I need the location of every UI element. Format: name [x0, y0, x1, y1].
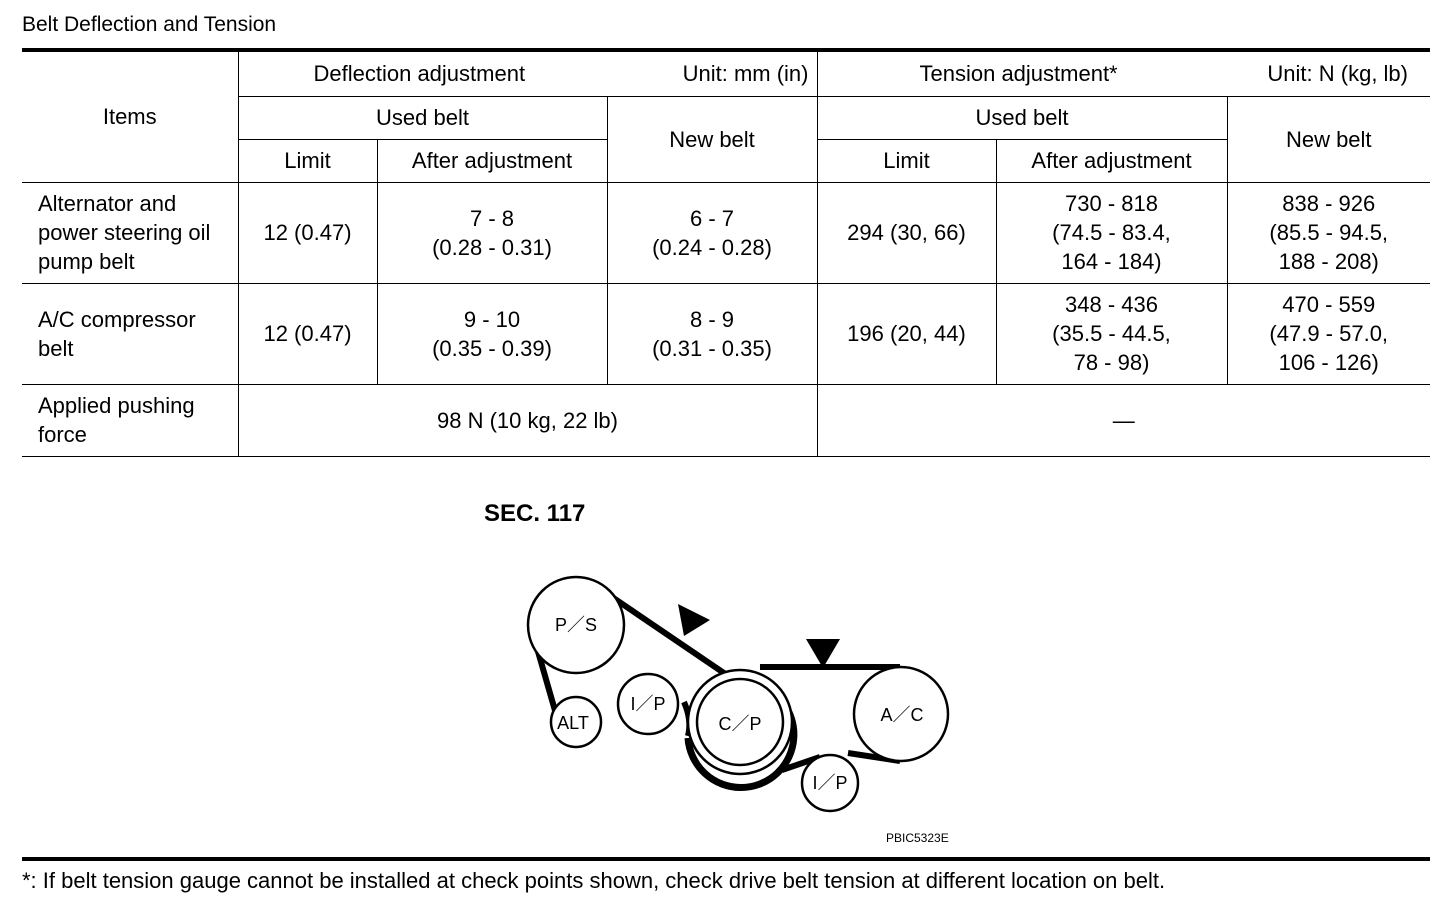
- ip-lower-label: I／P: [812, 773, 848, 793]
- table-row: [22, 384, 1430, 456]
- deflection-header: Deflection adjustment: [313, 61, 526, 87]
- deflection-used-belt-header: Used belt: [238, 96, 607, 139]
- tension-used-belt-header: Used belt: [817, 96, 1227, 139]
- footer-divider: [22, 857, 1430, 861]
- deflection-after-header: After adjustment: [377, 139, 607, 182]
- deflection-after: 7 - 8 (0.28 - 0.31): [377, 182, 607, 283]
- table-row: [22, 182, 1430, 283]
- footnote: *: If belt tension gauge cannot be installed at check points shown, check drive belt tension at different location on belt.: [22, 868, 1166, 893]
- tension-new: 838 - 926 (85.5 - 94.5, 188 - 208): [1227, 182, 1430, 283]
- tension-header-cell: [817, 50, 1430, 96]
- deflection-limit-header: Limit: [238, 139, 377, 182]
- row-item: A/C compressor belt: [22, 283, 238, 384]
- table-row: [22, 283, 1430, 384]
- belt-spec-table: [22, 48, 1430, 457]
- force-label: Applied pushing force: [22, 384, 238, 456]
- tension-header: Tension adjustment*: [919, 61, 1118, 87]
- ac-label: A／C: [880, 705, 924, 725]
- check-point-marker: [806, 639, 840, 668]
- ps-label: P／S: [554, 615, 598, 635]
- check-point-marker: [678, 604, 710, 636]
- tension-unit: Unit: N (kg, lb): [1267, 61, 1408, 87]
- force-tension-dash: —: [817, 384, 1430, 456]
- tension-after: 730 - 818 (74.5 - 83.4, 164 - 184): [996, 182, 1227, 283]
- deflection-new: 6 - 7 (0.24 - 0.28): [607, 182, 817, 283]
- deflection-new-belt-header: New belt: [607, 96, 817, 182]
- items-header: Items: [22, 50, 238, 182]
- section-label: SEC. 117: [484, 500, 586, 527]
- page-title: Belt Deflection and Tension: [22, 13, 277, 36]
- tension-after-header: After adjustment: [996, 139, 1227, 182]
- tension-after: 348 - 436 (35.5 - 44.5, 78 - 98): [996, 283, 1227, 384]
- tension-limit: 294 (30, 66): [817, 182, 996, 283]
- tension-limit-header: Limit: [817, 139, 996, 182]
- tension-new: 470 - 559 (47.9 - 57.0, 106 - 126): [1227, 283, 1430, 384]
- deflection-limit: 12 (0.47): [238, 182, 377, 283]
- ip-upper-label: I／P: [630, 694, 666, 714]
- force-value: 98 N (10 kg, 22 lb): [238, 384, 817, 456]
- deflection-after: 9 - 10 (0.35 - 0.39): [377, 283, 607, 384]
- deflection-unit: Unit: mm (in): [682, 61, 809, 87]
- deflection-header-cell: [238, 50, 817, 96]
- tension-new-belt-header: New belt: [1227, 96, 1430, 182]
- cp-label: C／P: [718, 714, 762, 734]
- belt-routing-diagram: [520, 570, 960, 815]
- deflection-limit: 12 (0.47): [238, 283, 377, 384]
- alt-label: ALT: [557, 713, 589, 733]
- tension-limit: 196 (20, 44): [817, 283, 996, 384]
- row-item: Alternator and power steering oil pump belt: [22, 182, 238, 283]
- deflection-new: 8 - 9 (0.31 - 0.35): [607, 283, 817, 384]
- figure-code: PBIC5323E: [886, 831, 949, 845]
